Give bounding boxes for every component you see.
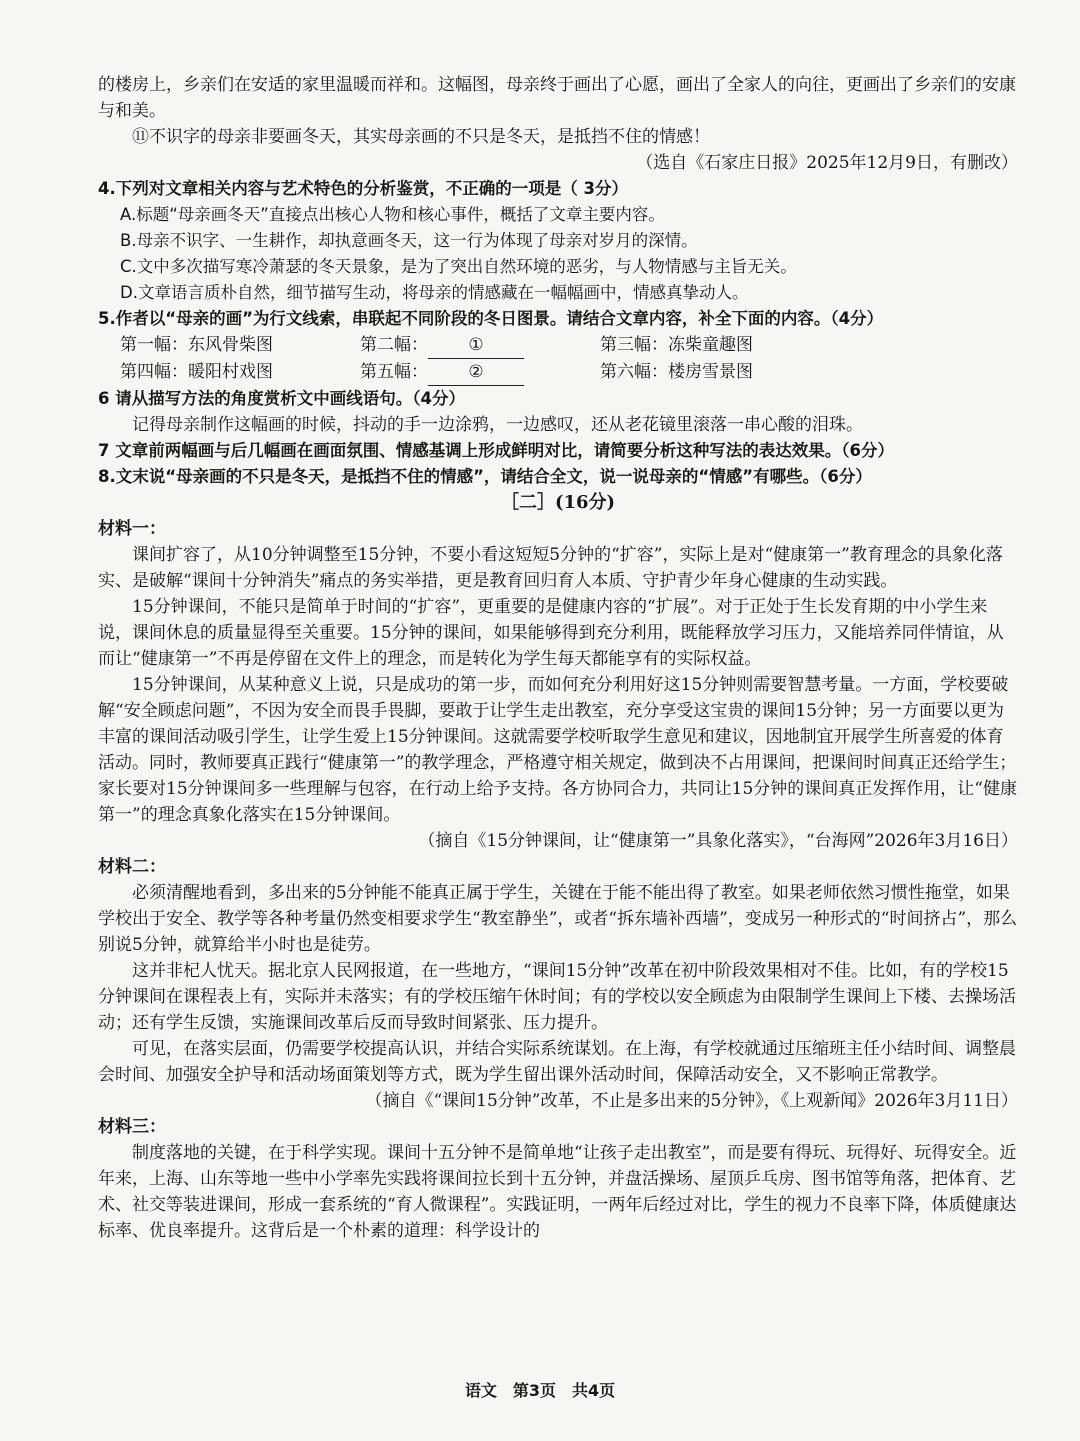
text-paragraph: 这并非杞人忧天。据北京人民网报道，在一些地方，“课间15分钟”改革在初中阶段效果相对不佳。比如，有的学校15分钟课间在课程表上有，实际并未落实；有的学校压缩午休时间；有的学校以安全顾虑为由限制学生课间上下楼、去操场活动；还有学生反馈，实施课间改革后反而导致时间紧张、压力提升。 [98,961,1016,1033]
material-label: 材料一： [98,519,166,539]
source-citation: （摘自《15分钟课间，让“健康第一”具象化落实》，“台海网”2026年3月16日） [418,831,1018,851]
material-label: 材料三： [98,1117,166,1137]
source-citation: （选自《石家庄日报》2025年12月9日，有删改） [636,153,1018,173]
text-paragraph: 可见，在落实层面，仍需要学校提高认识，并结合实际系统谋划。在上海，有学校就通过压缩班主任小结时间、调整晨会时间、加强安全护导和活动场面策划等方式，既为学生留出课外活动时间，保障活动安全，又不影响正常教学。 [98,1039,1016,1085]
question-8: 8.文末说“母亲画的不只是冬天，是抵挡不住的情感”，请结合全文，说一说母亲的“情感”有哪些。（6分） [98,467,872,486]
table-cell-5: 第五幅： ② [360,359,600,386]
text-paragraph: 课间扩容了，从10分钟调整至15分钟，不要小看这短短5分钟的“扩容”，实际上是对“健康第一”教育理念的具象化落实、是破解“课间十分钟消失”痛点的务实举措，更是教育回归育人本质、守护青少年身心健康的生动实践。 [98,545,1003,591]
question-6: 6 请从描写方法的角度赏析文中画线语句。（4分） [98,389,465,408]
quoted-sentence: 记得母亲制作这幅画的时候，抖动的手一边涂鸦，一边感叹，还从老花镜里滚落一串心酸的泪珠。 [132,415,863,435]
text-paragraph: 15分钟课间，从某种意义上说，只是成功的第一步，而如何充分利用好这15分钟则需要智慧考量。一方面，学校要破解“安全顾虑问题”，不因为安全而畏手畏脚，要敢于让学生走出教室，充分享受这宝贵的课间15分钟；另一方面要以更为丰富的课间活动吸引学生，让学生爱上15分钟课间。这就需要学校听取学生意见和建议，因地制宜开展学生所喜爱的体育活动。同时，教师要真正践行“健康第一”的教学理念，严格遵守相关规定，做到决不占用课间，把课间时间真正还给学生；家长要对15分钟课间多一些理解与包容，在行动上给予支持。各方协同合力，共同让15分钟的课间真正发挥作用，让“健康第一”的理念真象化落实在15分钟课间。 [98,675,1017,825]
text-paragraph: ⑪不识字的母亲非要画冬天，其实母亲画的不只是冬天，是抵挡不住的情感！ [132,127,710,147]
text-paragraph: 15分钟课间，不能只是简单于时间的“扩容”，更重要的是健康内容的“扩展”。对于正处于生长发育期的中小学生来说，课间休息的质量显得至关重要。15分钟的课间，如果能够得到充分利用，既能释放学习压力，又能培养同伴情谊，从而让“健康第一”不再是停留在文件上的理念，而是转化为学生每天都能享有的实际权益。 [98,597,1004,669]
text-paragraph: 必须清醒地看到，多出来的5分钟能不能真正属于学生，关键在于能不能出得了教室。如果老师依然习惯性拖堂，如果学校出于安全、教学等各种考量仍然变相要求学生“教室静坐”，或者“拆东墙补西墙”，变成另一种形式的“时间挤占”，那么别说5分钟，就算给半小时也是徒劳。 [98,883,1018,955]
option-a: A.标题“母亲画冬天”直接点出核心人物和核心事件，概括了文章主要内容。 [120,205,665,224]
fill-in-table [98,332,1018,386]
table-cell-6: 第六幅：楼房雪景图 [600,362,753,382]
question-4: 4.下列对文章相关内容与艺术特色的分析鉴赏，不正确的一项是（ 3分） [98,179,628,198]
table-cell-3: 第三幅：冻柴童趣图 [600,335,753,355]
answer-blank: ① [428,332,524,359]
table-cell-4: 第四幅：暖阳村戏图 [120,362,273,382]
exam-page [98,72,1018,1244]
material-label: 材料二： [98,857,166,877]
section-title: ［二］(16分) [500,492,616,513]
table-cell-2: 第二幅： ① [360,332,600,359]
text-paragraph: 制度落地的关键，在于科学实现。课间十五分钟不是简单地“让孩子走出教室”，而是要有得玩、玩得好、玩得安全。近年来，上海、山东等地一些中小学率先实践将课间拉长到十五分钟，并盘活操场、屋顶乒乓房、图书馆等角落，把体育、艺术、社交等装进课间，形成一套系统的“育人微课程”。实践证明，一两年后经过对比，学生的视力不良率下降，体质健康达标率、优良率提升。这背后是一个朴素的道理：科学设计的 [98,1143,1017,1241]
source-citation: （摘自《“课间15分钟”改革，不止是多出来的5分钟》，《上观新闻》2026年3月11日） [365,1091,1018,1111]
question-5: 5.作者以“母亲的画”为行文线索，串联起不同阶段的冬日图景。请结合文章内容，补全下面的内容。（4分） [98,309,884,328]
table-cell-1: 第一幅：东风骨柴图 [120,335,273,355]
option-c: C.文中多次描写寒冷萧瑟的冬天景象，是为了突出自然环境的恶劣，与人物情感与主旨无关。 [120,257,797,276]
option-b: B.母亲不识字、一生耕作，却执意画冬天，这一行为体现了母亲对岁月的深情。 [120,231,698,250]
page-footer: 语文 第3页 共4页 [464,1381,616,1400]
option-d: D.文章语言质朴自然，细节描写生动，将母亲的情感藏在一幅幅画中，情感真挚动人。 [120,283,749,302]
text-paragraph: 的楼房上，乡亲们在安适的家里温暖而祥和。这幅图，母亲终于画出了心愿，画出了全家人的向往，更画出了乡亲们的安康与和美。 [98,75,1016,121]
question-7: 7 文章前两幅画与后几幅画在画面氛围、情感基调上形成鲜明对比，请简要分析这种写法的表达效果。（6分） [98,441,894,460]
answer-blank: ② [428,359,524,386]
